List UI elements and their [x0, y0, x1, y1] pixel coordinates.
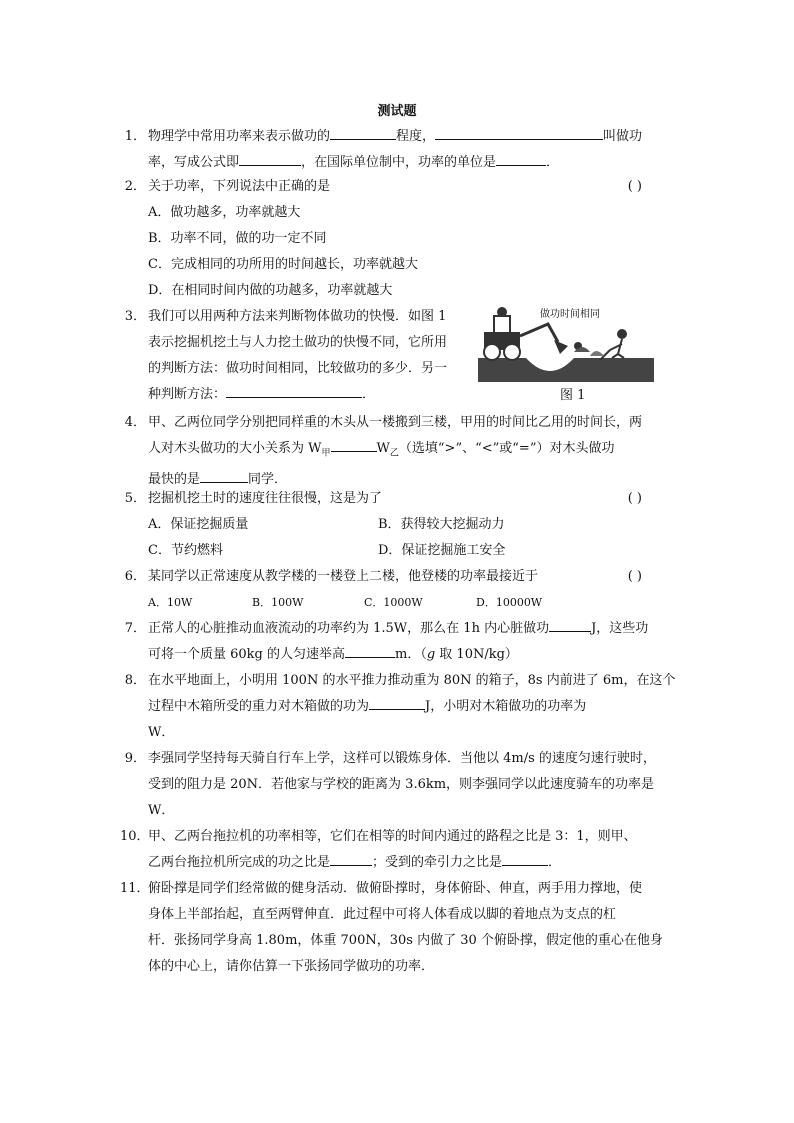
q5-option-c[interactable]: C．节约燃料 — [148, 543, 223, 558]
answer-paren[interactable]: ( ) — [627, 179, 642, 194]
question-4 — [120, 410, 680, 493]
q7-text-c: 可将一个质量 60kg 的人匀速举高 — [148, 647, 346, 662]
question-11 — [120, 876, 680, 980]
q6-option-d[interactable]: D．10000W — [476, 596, 543, 609]
q8-text-b: J，小明对木箱做功的功率为 — [425, 699, 587, 714]
question-9 — [120, 746, 680, 824]
q6-option-b[interactable]: B．100W — [252, 596, 304, 609]
answer-blank[interactable] — [226, 382, 362, 398]
answer-blank[interactable] — [200, 467, 248, 483]
q9-line-2: 受到的阻力是 20N．若他家与学校的距离为 3.6km，则李强同学以此速度骑车的功率是 — [148, 777, 655, 792]
figure-label: 做功时间相同 — [540, 309, 600, 320]
question-number: 3． — [124, 309, 146, 324]
q4-text-b: W — [376, 441, 390, 456]
q7-text-e: 取 10N/kg） — [435, 647, 518, 662]
q1-text-c: 叫做功 — [603, 129, 643, 144]
question-number: 5． — [124, 491, 146, 506]
q1-text-e: ，在国际单位制中，功率的单位是 — [301, 155, 497, 170]
q11-line-1: 俯卧撑是同学们经常做的健身活动．做俯卧撑时，身体俯卧、伸直，两手用力撑地，使 — [148, 881, 643, 896]
q10-text-a: 乙两台拖拉机所完成的功之比是 — [148, 855, 331, 870]
question-7 — [120, 616, 680, 668]
answer-blank[interactable] — [369, 694, 425, 710]
question-1 — [120, 124, 680, 176]
question-number: 6． — [124, 569, 146, 584]
answer-blank[interactable] — [435, 124, 603, 140]
answer-blank[interactable] — [330, 124, 396, 140]
q4-line-1: 甲、乙两位同学分别把同样重的木头从一楼搬到三楼，甲用的时间比乙用的时间长，两 — [148, 415, 643, 430]
question-number: 2． — [124, 179, 146, 194]
q8-text-a: 过程中木箱所受的重力对木箱做的功为 — [148, 699, 370, 714]
q4-subscript-1: 甲 — [321, 448, 331, 459]
q10-line-1: 甲、乙两台拖拉机的功率相等，它们在相等的时间内通过的路程之比是 3：1，则甲、 — [148, 829, 637, 844]
question-number: 1． — [124, 129, 146, 144]
answer-blank[interactable] — [496, 150, 546, 166]
q3-line-4: 种判断方法： — [148, 387, 227, 402]
q11-line-3: 杆．张扬同学身高 1.80m，体重 700N，30s 内做了 30 个俯卧撑，假定他的重心在他身 — [148, 933, 663, 948]
q3-line-1: 我们可以用两种方法来判断物体做功的快慢．如图 1 — [148, 309, 447, 324]
q1-text-f: ． — [546, 155, 560, 170]
q4-text-a: 人对木头做功的大小关系为 W — [148, 441, 322, 456]
q9-line-1: 李强同学坚持每天骑自行车上学，这样可以锻炼身体．当他以 4m/s 的速度匀速行驶时， — [148, 751, 656, 766]
q3-line-3: 的判断方法：做功时间相同，比较做功的多少．另一 — [148, 361, 448, 376]
answer-blank[interactable] — [331, 436, 377, 452]
q2-option-c[interactable]: C．完成相同的功所用的时间越长，功率就越大 — [148, 257, 418, 272]
q6-option-a[interactable]: A．10W — [148, 596, 193, 609]
q4-text-c: （选填“>”、“<”或“=”）对木头做功 — [398, 441, 615, 456]
q4-text-e: 同学． — [248, 471, 288, 487]
q3-line-4-end: ． — [362, 387, 376, 402]
q10-text-c: ． — [548, 855, 562, 870]
question-number: 10． — [120, 829, 150, 844]
q7-text-b: J，这些功 — [591, 621, 649, 636]
page-title: 测试题 — [377, 104, 417, 119]
q4-subscript-2: 乙 — [389, 448, 399, 459]
q7-text-d: m．（ — [395, 647, 427, 662]
q11-line-2: 身体上半部抬起，直至两臂伸直．此过程中可将人体看成以脚的着地点为支点的杠 — [148, 907, 617, 922]
q1-text-b: 程度， — [396, 129, 436, 144]
q7-text-a: 正常人的心脏推动血液流动的功率约为 1.5W，那么在 1h 内心脏做功 — [148, 621, 550, 636]
answer-blank[interactable] — [502, 850, 548, 866]
q2-option-a[interactable]: A．做功越多，功率就越大 — [148, 205, 301, 220]
question-number: 9． — [124, 751, 146, 766]
question-number: 8． — [124, 673, 146, 688]
q8-line-3: W． — [148, 725, 175, 740]
question-number: 4． — [124, 415, 146, 430]
question-10 — [120, 824, 680, 876]
answer-blank[interactable] — [549, 616, 591, 632]
q11-line-4: 体的中心上，请你估算一下张扬同学做功的功率． — [148, 959, 435, 974]
q9-line-3: W． — [148, 803, 175, 818]
question-8 — [120, 668, 680, 746]
q7-g-symbol: g — [426, 647, 436, 662]
q1-text-a: 物理学中常用功率来表示做功的 — [148, 129, 331, 144]
q6-text: 某同学以正常速度从教学楼的一楼登上二楼，他登楼的功率最接近于 — [148, 569, 539, 584]
q8-line-1: 在水平地面上，小明用 100N 的水平推力推动重为 80N 的箱子，8s 内前进了 6m，在这个 — [148, 673, 676, 688]
q6-option-c[interactable]: C．1000W — [364, 596, 423, 609]
answer-blank[interactable] — [239, 150, 301, 166]
answer-blank[interactable] — [330, 850, 372, 866]
figure-caption: 图 1 — [560, 388, 586, 403]
question-3 — [120, 304, 480, 408]
question-5 — [120, 486, 680, 512]
answer-blank[interactable] — [345, 642, 395, 658]
question-number: 11． — [120, 881, 150, 896]
q3-line-2: 表示挖掘机挖土与人力挖土做功的快慢不同，它所用 — [148, 335, 448, 350]
q1-text-d: 率，写成公式即 — [148, 155, 240, 170]
q10-text-b: ；受到的牵引力之比是 — [372, 855, 503, 870]
q5-option-b[interactable]: B．获得较大挖掘动力 — [378, 517, 505, 532]
answer-paren[interactable]: ( ) — [627, 491, 642, 506]
q5-option-a[interactable]: A．保证挖掘质量 — [148, 517, 249, 532]
q2-option-b[interactable]: B．功率不同，做的功一定不同 — [148, 231, 327, 246]
answer-paren[interactable]: ( ) — [627, 569, 642, 584]
question-number: 7． — [124, 621, 146, 636]
q2-option-d[interactable]: D．在相同时间内做的功越多，功率就越大 — [148, 283, 393, 298]
q5-text: 挖掘机挖土时的速度往往很慢，这是为了 — [148, 491, 383, 506]
q2-text: 关于功率，下列说法中正确的是 — [148, 179, 331, 194]
q5-option-d[interactable]: D．保证挖掘施工安全 — [378, 543, 506, 558]
question-6 — [120, 564, 680, 590]
q4-text-d: 最快的是 — [148, 471, 201, 487]
question-2 — [120, 174, 680, 200]
